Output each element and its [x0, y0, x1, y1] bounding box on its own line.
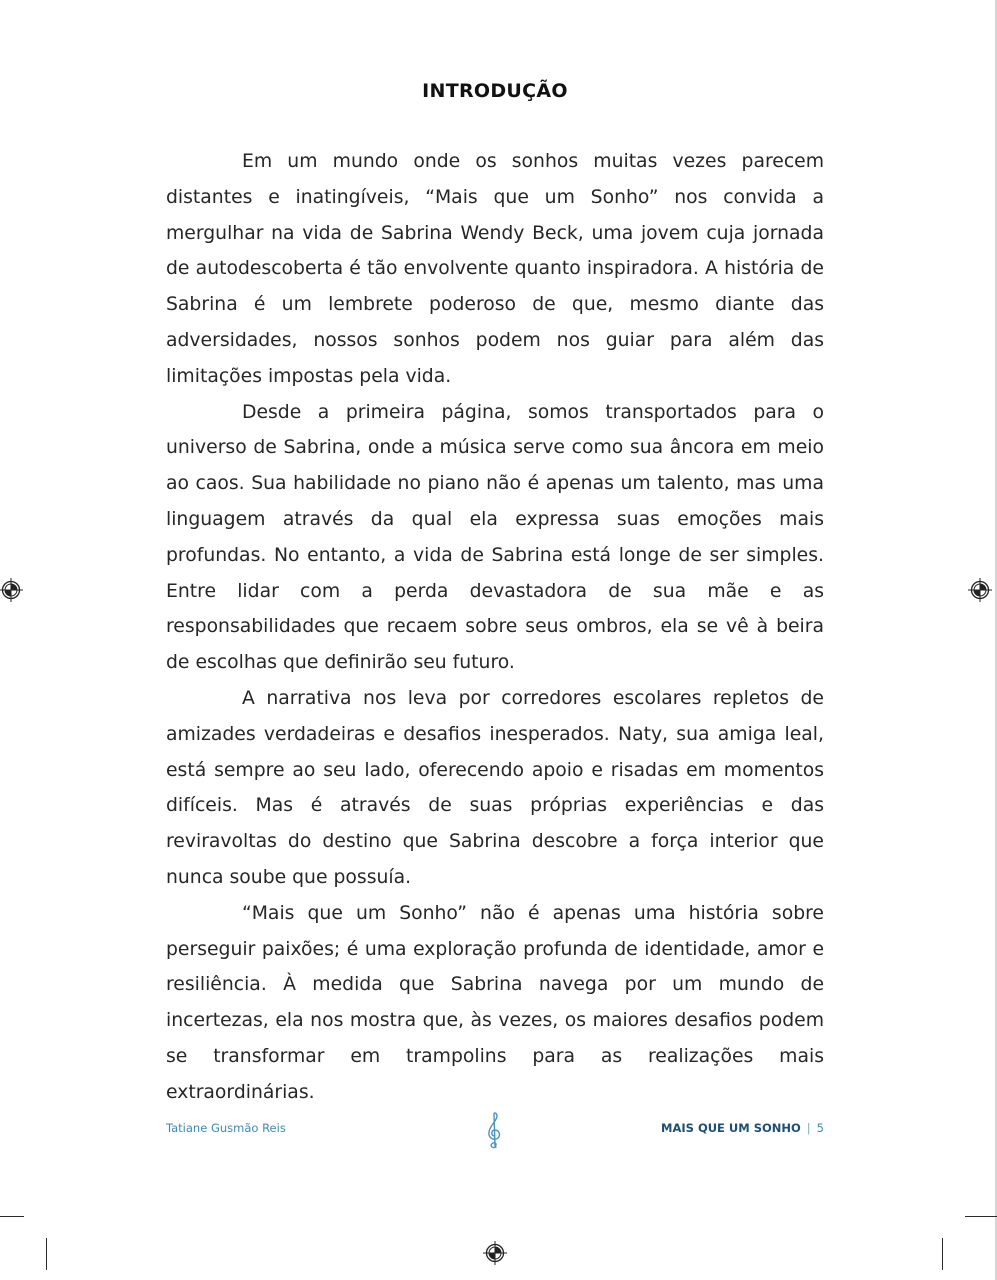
- footer-book-info: [661, 1121, 824, 1135]
- crop-mark: [0, 1216, 24, 1217]
- registration-mark-icon: [968, 578, 992, 602]
- paragraph-4: “Mais que um Sonho” não é apenas uma história sobre perseguir paixões; é uma exploração profunda de identidade, amor e resiliência. À medida que Sabrina navega por um mundo de incertezas, ela nos mostra que, às vezes, os maiores desafios podem se transformar em trampolins para as realizações mais extraordinárias.: [166, 902, 824, 1103]
- footer-separator: |: [806, 1121, 811, 1135]
- page-number: 5: [816, 1121, 824, 1135]
- crop-mark: [965, 1216, 997, 1217]
- paragraph-2: Desde a primeira página, somos transportados para o universo de Sabrina, onde a música serve como sua âncora em meio ao caos. Sua habilidade no piano não é apenas um talento, mas uma linguagem através da qual ela expressa suas emoções mais profundas. No entanto, a vida de Sabrina está longe de ser simples. Entre lidar com a perda devastadora de sua mãe e as responsabilidades que recaem sobre seus ombros, ela se vê à beira de escolhas que definirão seu futuro.: [166, 401, 824, 674]
- paragraph-3: A narrativa nos leva por corredores escolares repletos de amizades verdadeiras e desafios inesperados. Naty, sua amiga leal, está sempre ao seu lado, oferecendo apoio e risadas em momentos difíceis. Mas é através de suas próprias experiências e das reviravoltas do destino que Sabrina descobre a força interior que nunca soube que possuía.: [166, 687, 824, 888]
- crop-mark: [942, 1238, 943, 1270]
- registration-mark-icon: [0, 578, 23, 602]
- chapter-title: INTRODUÇÃO: [422, 80, 568, 102]
- footer-author: Tatiane Gusmão Reis: [166, 1121, 286, 1135]
- body-text: [166, 144, 824, 1111]
- treble-clef-icon: [485, 1112, 505, 1150]
- crop-mark: [46, 1238, 47, 1270]
- paragraph-1: Em um mundo onde os sonhos muitas vezes parecem distantes e inatingíveis, “Mais que um Sonho” nos convida a mergulhar na vida de Sabrina Wendy Beck, uma jovem cuja jornada de autodescoberta é tão envolvente quanto inspiradora. A história de Sabrina é um lembrete poderoso de que, mesmo diante das adversidades, nossos sonhos podem nos guiar para além das limitações impostas pela vida.: [166, 151, 824, 387]
- registration-mark-icon: [483, 1241, 507, 1265]
- footer-book-title: MAIS QUE UM SONHO: [661, 1121, 801, 1135]
